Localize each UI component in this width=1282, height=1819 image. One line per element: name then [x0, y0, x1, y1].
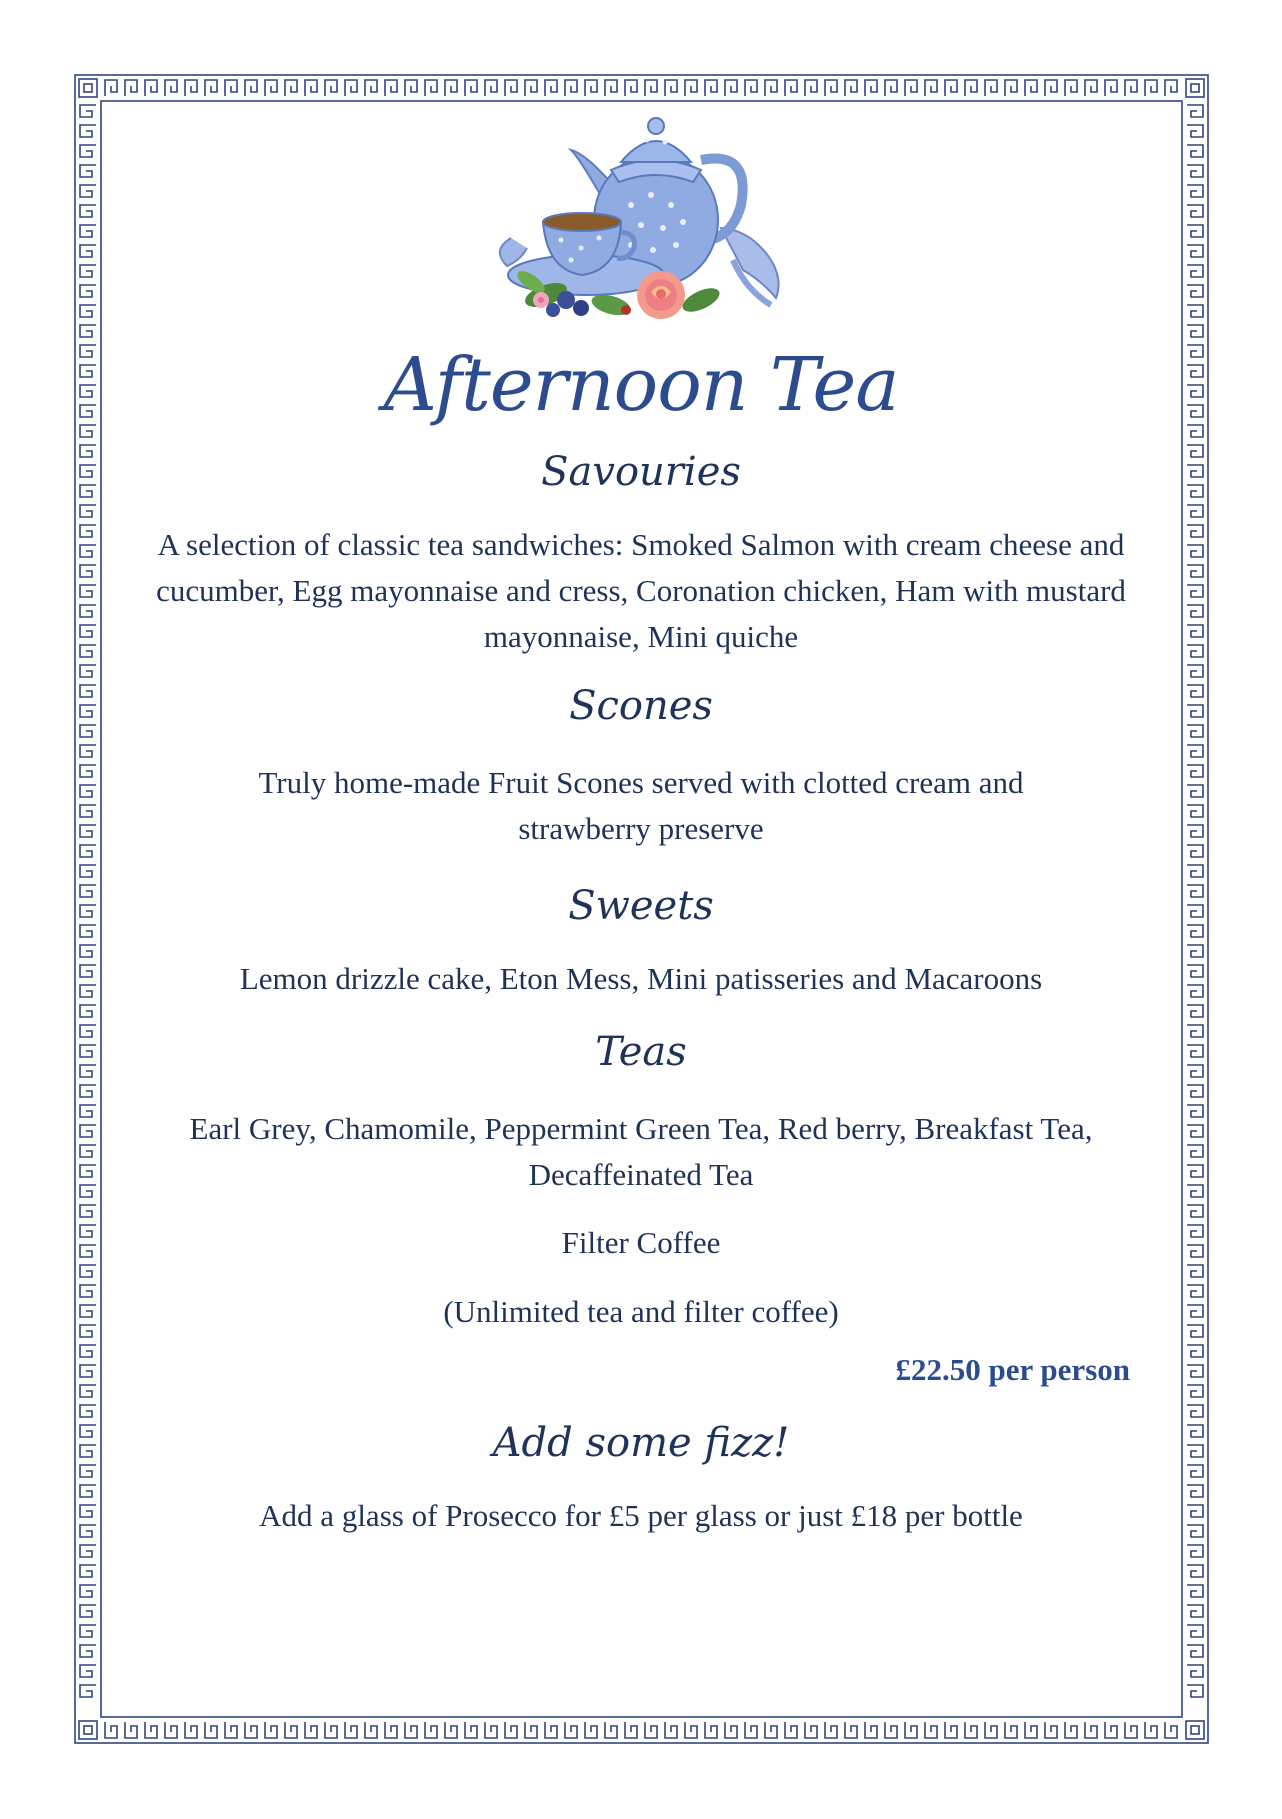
heading-scones: Scones	[569, 683, 713, 730]
menu-content	[120, 110, 1162, 1539]
sweets-description: Lemon drizzle cake, Eton Mess, Mini patisseries and Macaroons	[239, 961, 1043, 997]
savouries-description: A selection of classic tea sandwiches: Smoked Salmon with cream cheese and cucumber, Egg mayonnaise and cress, Coronation chicken, Ham with mustard mayonnaise, Mini quiche	[156, 527, 1126, 655]
filter-coffee: Filter Coffee	[561, 1225, 721, 1261]
page-title: Afternoon Tea	[383, 342, 899, 428]
teapot-illustration	[471, 110, 811, 335]
heading-add-fizz: Add some fizz!	[492, 1420, 790, 1467]
heading-sweets: Sweets	[568, 883, 714, 930]
scones-description: Truly home-made Fruit Scones served with clotted cream and strawberry preserve	[258, 765, 1024, 847]
heading-savouries: Savouries	[541, 449, 741, 496]
heading-teas: Teas	[595, 1029, 687, 1076]
unlimited-note: (Unlimited tea and filter coffee)	[443, 1294, 839, 1330]
price-per-person: £22.50 per person	[895, 1352, 1130, 1388]
teas-description: Earl Grey, Chamomile, Peppermint Green Tea, Red berry, Breakfast Tea, Decaffeinated Tea	[189, 1111, 1093, 1193]
fizz-description: Add a glass of Prosecco for £5 per glass or just £18 per bottle	[259, 1498, 1023, 1534]
